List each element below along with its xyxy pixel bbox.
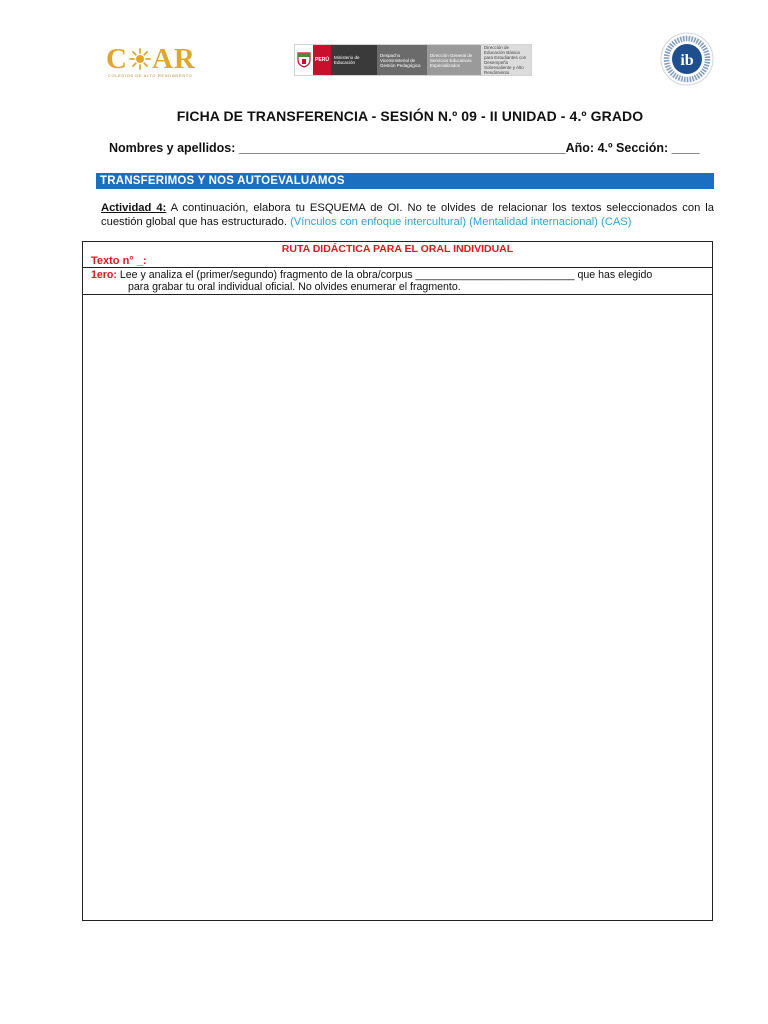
- minedu-logo: [294, 44, 532, 76]
- activity-tags: (Vínculos con enfoque intercultural) (Mentalidad internacional) (CAS): [290, 216, 632, 228]
- coar-logo: [106, 44, 208, 78]
- texto-number-label: Texto n° _:: [91, 255, 147, 267]
- minedu-cell-ministerio: Ministerio de Educación: [331, 45, 377, 75]
- section-header-bar: TRANSFERIMOS Y NOS AUTOEVALUAMOS: [96, 173, 714, 189]
- svg-text:ib: ib: [680, 52, 694, 69]
- peru-shield-icon: [295, 45, 313, 75]
- route-header: [83, 242, 712, 268]
- minedu-cell-despacho: Despacho Viceministerial de Gestión Pedagógica: [377, 45, 427, 75]
- minedu-cell-direccion-general: Dirección General de Servicios Educativos Especializados: [427, 45, 481, 75]
- coar-tagline: COLEGIOS DE ALTO RENDIMIENTO: [108, 73, 193, 78]
- minedu-cell-direccion-ebe: Dirección de Educación Básica para Estudiantes con Desempeño Sobresaliente y Alto Rendimiento: [481, 45, 531, 75]
- route-step-1: [83, 268, 712, 295]
- peru-label: PERÚ: [313, 45, 331, 75]
- step-text-line2: para grabar tu oral individual oficial. No olvides enumerar el fragmento.: [128, 281, 461, 293]
- step-text-line1: Lee y analiza el (primer/segundo) fragmento de la obra/corpus ___________________________ que has elegido: [116, 269, 653, 281]
- page-title: FICHA DE TRANSFERENCIA - SESIÓN N.º 09 - II UNIDAD - 4.º GRADO: [176, 108, 644, 124]
- coar-letter-c: C: [106, 43, 128, 75]
- sun-icon: [129, 48, 151, 70]
- coar-letters-ar: AR: [151, 43, 196, 75]
- route-box: [82, 241, 713, 921]
- route-title: RUTA DIDÁCTICA PARA EL ORAL INDIVIDUAL: [281, 243, 514, 255]
- ib-world-school-logo: [660, 32, 714, 86]
- activity-text: A continuación, elabora tu ESQUEMA de OI. No te olvides de relacionar los textos seleccionados con la cuestión global que has estructurado.: [101, 202, 714, 228]
- scheme-drawing-area[interactable]: [83, 295, 712, 920]
- activity-label: Actividad 4:: [101, 202, 167, 214]
- activity-instructions: [101, 201, 714, 229]
- step-label: 1ero:: [91, 269, 117, 281]
- student-info-line: Nombres y apellidos: _______________________________________________Año: 4.º Sección: ____: [109, 141, 700, 155]
- header: [0, 0, 768, 100]
